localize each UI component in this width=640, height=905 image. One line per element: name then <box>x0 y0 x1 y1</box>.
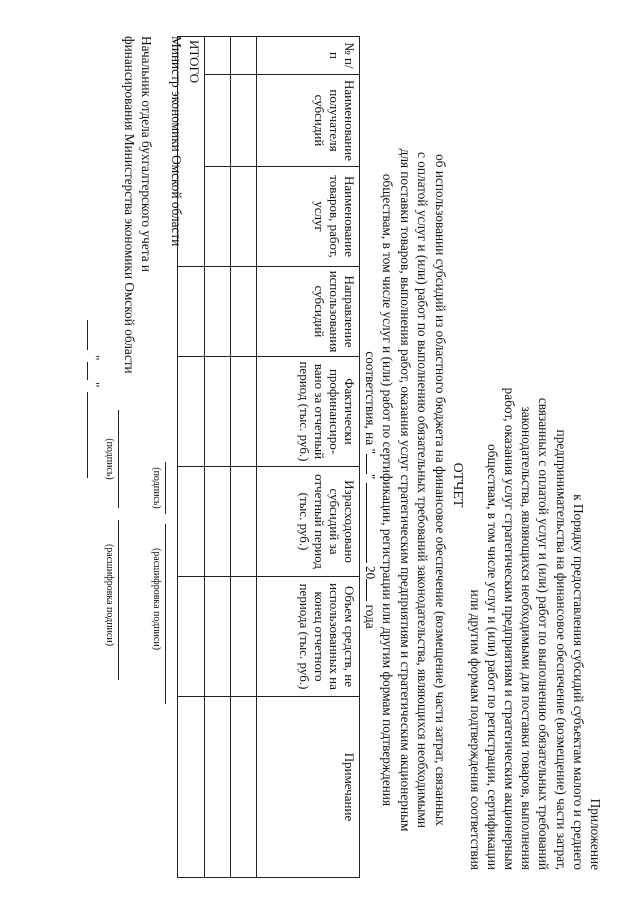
table-cell <box>231 267 257 357</box>
appendix-block <box>466 100 604 870</box>
table-cell <box>178 697 205 878</box>
accountant-decode-line <box>118 520 119 680</box>
signature-date-quote-close: " <box>87 382 102 388</box>
signature-prefix-blank <box>87 320 88 350</box>
report-line: для поставки товаров, выполнения работ, оказания услуг стратегическим предприятиям и стратегическим акционерным <box>398 148 413 832</box>
report-table <box>177 36 360 878</box>
signature-month-blank <box>87 392 88 478</box>
accountant-decode-caption: (расшифровка подписи) <box>104 543 115 647</box>
column-header-unused: Объем средств, не использованных на конец отчетного периода (тыс. руб.) <box>257 577 360 697</box>
minister-signature-caption: (подпись) <box>151 467 162 509</box>
table-cell <box>205 577 231 697</box>
table-cell <box>231 697 257 878</box>
table-cell <box>205 75 231 167</box>
column-header-financed: Фактически профинансиро-вано за отчетный период (тыс. руб.) <box>257 357 360 467</box>
table-cell <box>178 267 205 357</box>
accountant-signature-caption: (подпись) <box>104 438 115 480</box>
appendix-line: работ, оказания услуг стратегическим предприятиям и стратегическим акционерным <box>501 387 517 870</box>
report-year-prefix: 20 <box>363 565 378 580</box>
appendix-line: предпринимательства на финансовое обеспечение (возмещение) части затрат, <box>553 429 569 870</box>
table-row <box>231 37 257 878</box>
column-header-goods: Наименование товаров, работ, услуг <box>257 167 360 267</box>
table-cell <box>205 357 231 467</box>
accountant-title-line1: Начальник отдела бухгалтерского учета и <box>139 36 154 273</box>
report-date-suffix: года <box>363 604 378 629</box>
report-date-quote: " <box>363 473 378 480</box>
accountant-signature-line <box>118 410 119 508</box>
table-cell <box>205 467 231 577</box>
minister-decode-caption: (расшифровка подписи) <box>151 547 162 651</box>
table-header-row <box>257 37 360 878</box>
table-cell <box>231 167 257 267</box>
table-cell <box>205 167 231 267</box>
report-description <box>362 128 450 852</box>
column-header-number: № п/п <box>257 37 360 75</box>
table-cell <box>231 357 257 467</box>
appendix-line: или другим формам подтверждения соответствия <box>467 589 483 870</box>
column-header-note: Примечание <box>257 697 360 878</box>
table-cell <box>178 577 205 697</box>
appendix-line: связанных с оплатой услуг и (или) работ по выполнению обязательных требований <box>536 397 552 870</box>
appendix-heading: Приложение <box>588 798 603 870</box>
column-header-spent: Израсходовано субсидий за отчетный период (тыс. руб.) <box>257 467 360 577</box>
table-cell <box>231 75 257 167</box>
report-date-line <box>362 128 380 852</box>
accountant-title-line2: финансирования Министерства экономики Омской области <box>122 36 137 374</box>
report-line: с оплатой услуг и (или) работ по выполнению обязательных требований законодательства, являющихся необходимыми <box>415 151 431 829</box>
minister-signature-line <box>165 462 166 514</box>
table-cell <box>205 267 231 357</box>
table-cell <box>205 37 231 75</box>
appendix-line: к Порядку предоставления субсидий субъектам малого и среднего <box>570 494 586 870</box>
report-day-blank <box>366 454 379 474</box>
minister-title: Министр экономики Омской области <box>169 36 184 247</box>
table-cell <box>231 577 257 697</box>
report-date-prefix: соответствия, на " <box>363 351 378 454</box>
table-cell <box>178 357 205 467</box>
table-row <box>205 37 231 878</box>
minister-decode-line <box>165 524 166 704</box>
signature-day-blank <box>87 362 88 380</box>
report-line: об использовании субсидий из областного бюджета на финансовое обеспечение (возмещение) части затрат, связанных <box>433 154 448 826</box>
total-label: ИТОГО <box>178 37 205 267</box>
report-line: обществам, в том числе услуг и (или) работ по сертификации, регистрации или другим формам подтверждения <box>380 173 396 807</box>
table-cell <box>178 467 205 577</box>
table-cell <box>231 37 257 75</box>
report-month-blank <box>366 483 379 563</box>
column-header-direction: Направление использования субсидий <box>257 267 360 357</box>
table-cell <box>205 697 231 878</box>
report-title: ОТЧЕТ <box>450 462 465 508</box>
appendix-line: законодательства, являющихся необходимыми для поставки товаров, выполнения <box>519 406 535 870</box>
signature-date-quote-open: " <box>87 355 102 361</box>
appendix-line: обществам, в том числе услуг и (или) работ по регистрации, сертификации <box>484 444 500 870</box>
table-cell <box>231 467 257 577</box>
report-year-blank <box>366 579 379 601</box>
column-header-recipient: Наименование получателя субсидий <box>257 75 360 167</box>
